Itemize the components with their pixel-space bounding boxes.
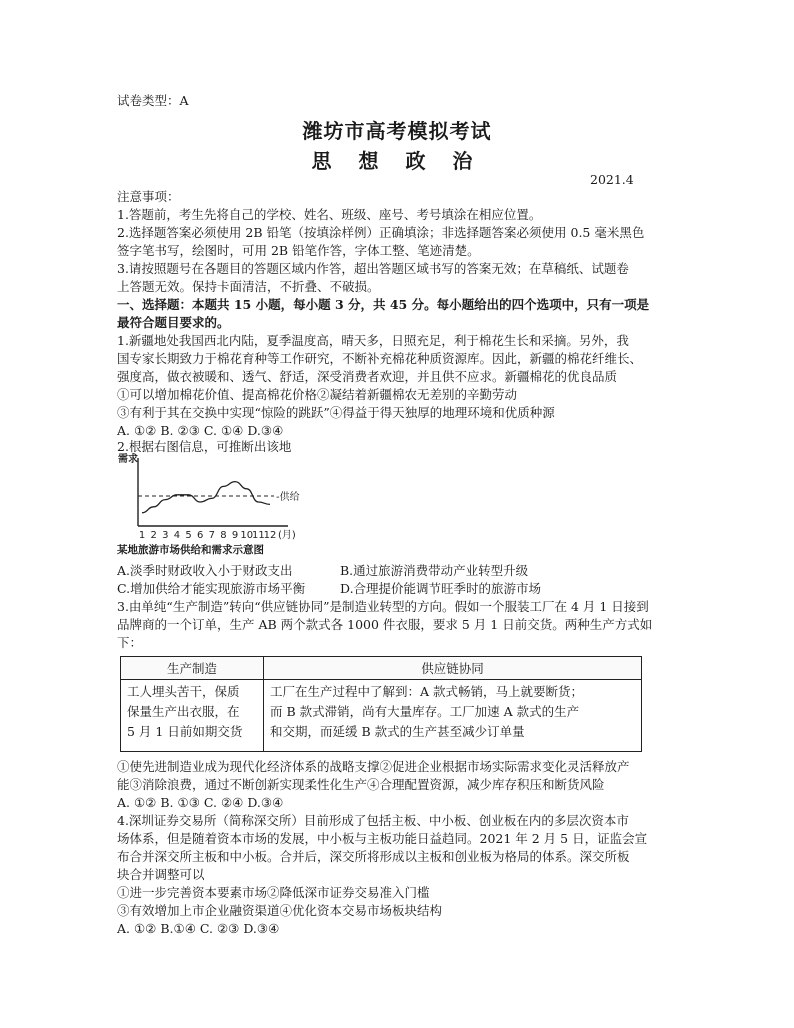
x-tick-label: 6	[196, 530, 204, 541]
q1-line: 国专家长期致力于棉花育种等工作研究，不断补充棉花种质资源库。因此，新疆的棉花纤维长、	[117, 351, 643, 366]
x-tick-label: 12	[263, 530, 277, 541]
cell-line: 和交期，而延缓 B 款式的生产甚至减少订单量	[270, 724, 525, 739]
notes-line: 1.答题前，考生先将自己的学校、姓名、班级、座号、考号填涂在相应位置。	[117, 207, 542, 222]
chart-caption: 某地旅游市场供给和需求示意图	[117, 544, 264, 556]
paper-type: 试卷类型：A	[117, 93, 189, 108]
q1-line: ③有利于其在交换中实现“惊险的跳跃”④得益于得天独厚的地理环境和优质种源	[117, 405, 555, 420]
q1-line: 强度高，做衣被暖和、透气、舒适，深受消费者欢迎，并且供不应求。新疆棉花的优良品质	[117, 369, 618, 384]
exam-subject: 思 想 政 治	[311, 149, 483, 173]
x-tick-label: 1	[138, 530, 146, 541]
notes-line: 签字笔书写，绘图时，可用 2B 铅笔作答，字体工整、笔迹清楚。	[117, 243, 480, 258]
q4-line: 布合并深交所主板和中小板。合并后，深交所将形成以主板和创业板为格局的体系。深交所板	[117, 849, 630, 864]
exam-date: 2021.4	[590, 172, 634, 187]
q4-options: A. ①② B.①④ C. ②③ D.③④	[117, 921, 280, 936]
q4-line: ①进一步完善资本要素市场②降低深市证券交易准入门槛	[117, 885, 430, 900]
exam-title: 潍坊市高考模拟考试	[302, 119, 492, 143]
notes-line: 上答题无效。保持卡面清洁，不折叠、不破损。	[117, 279, 380, 294]
table-header-production: 生产制造	[121, 657, 264, 680]
q3-line: 品牌商的一个订单，生产 AB 两个款式各 1000 件衣服，要求 5 月 1 日前交货。两种生产方式如	[117, 617, 653, 632]
x-unit-label: (月)	[278, 530, 296, 541]
q2-option-d: D.合理提价能调节旺季时的旅游市场	[340, 581, 542, 596]
q4-line: 4.深圳证券交易所（简称深交所）目前形成了包括主板、中小板、创业板在内的多层次资本市	[117, 813, 629, 828]
q4-line: ③有效增加上市企业融资渠道④优化资本交易市场板块结构	[117, 903, 443, 918]
table-header-row	[121, 657, 642, 680]
q2-option-b: B.通过旅游消费带动产业转型升级	[340, 563, 529, 578]
chart-svg	[116, 452, 306, 542]
section-heading: 一、选择题：本题共 15 小题，每小题 3 分，共 45 分。每小题给出的四个选项中，只有一项是	[117, 297, 650, 312]
q3-options: A. ①② B. ①③ C. ②④ D.③④	[117, 795, 284, 810]
table-row	[121, 680, 642, 752]
notes-line: 3.请按照题号在各题目的答题区域内作答，超出答题区域书写的答案无效；在草稿纸、试题卷	[117, 261, 629, 276]
q3-line: 下：	[117, 635, 143, 650]
cell-line: 保量生产出衣服，在	[127, 704, 240, 719]
table-header-supply-chain: 供应链协同	[264, 657, 642, 680]
x-tick-label: 3	[162, 530, 169, 541]
q2-option-c: C.增加供给才能实现旅游市场平衡	[117, 581, 306, 596]
demand-curve	[142, 482, 270, 513]
section-heading: 最符合题目要求的。	[117, 315, 230, 330]
notes-line: 2.选择题答案必须使用 2B 铅笔（按填涂样例）正确填涂；非选择题答案必须使用 0.5 毫米黑色	[117, 225, 645, 240]
table-cell-production	[121, 680, 264, 752]
q3-line: 能③消除浪费，通过不断创新实现柔性化生产④合理配置资源，减少库存积压和断货风险	[117, 777, 605, 792]
supply-label: -供给	[276, 492, 300, 503]
q4-line: 场体系，但是随着资本市场的发展，中小板与主板功能日益趋同。2021 年 2 月 5 日，证监会宣	[117, 831, 648, 846]
x-tick-label: 8	[220, 530, 227, 541]
q3-line: 3.由单纯“生产制造”转向“供应链协同”是制造业转型的方向。假如一个服装工厂在 4 月 1 日接到	[117, 599, 649, 614]
q3-line: ①使先进制造业成为现代化经济体系的战略支撑②促进企业根据市场实际需求变化灵活释放产	[117, 759, 630, 774]
q1-options: A. ①② B. ②③ C. ①④ D.③④	[117, 423, 284, 438]
q2-option-a: A.淡季时财政收入小于财政支出	[117, 563, 293, 578]
x-tick-label: 2	[150, 530, 157, 541]
x-tick-label: 11	[251, 530, 265, 541]
q2-stem: 2.根据右图信息，可推断出该地	[117, 439, 292, 454]
q1-line: ①可以增加棉花价值、提高棉花价格②凝结着新疆棉农无差别的辛勤劳动	[117, 387, 518, 402]
x-tick-label: 10	[240, 530, 254, 541]
table-cell-supply-chain	[264, 680, 642, 752]
cell-line: 工人埋头苦干，保质	[127, 684, 240, 699]
cell-line: 5 月 1 日前如期交货	[127, 724, 243, 739]
cell-line: 而 B 款式滞销，尚有大量库存。工厂加速 A 款式的生产	[270, 704, 580, 719]
q4-line: 块合并调整可以	[117, 867, 205, 882]
notes-heading: 注意事项：	[117, 189, 180, 204]
chart-y-label: 需求	[118, 454, 138, 465]
x-tick-label: 7	[208, 530, 216, 541]
x-tick-label: 5	[185, 530, 192, 541]
x-tick-label: 9	[231, 530, 239, 541]
cell-line: 工厂在生产过程中了解到：A 款式畅销，马上就要断货；	[270, 684, 584, 699]
x-tick-label: 4	[173, 530, 181, 541]
q1-line: 1.新疆地处我国西北内陆，夏季温度高，晴天多，日照充足，利于棉花生长和采摘。另外，我	[117, 333, 629, 348]
q3-comparison-table	[120, 656, 642, 752]
